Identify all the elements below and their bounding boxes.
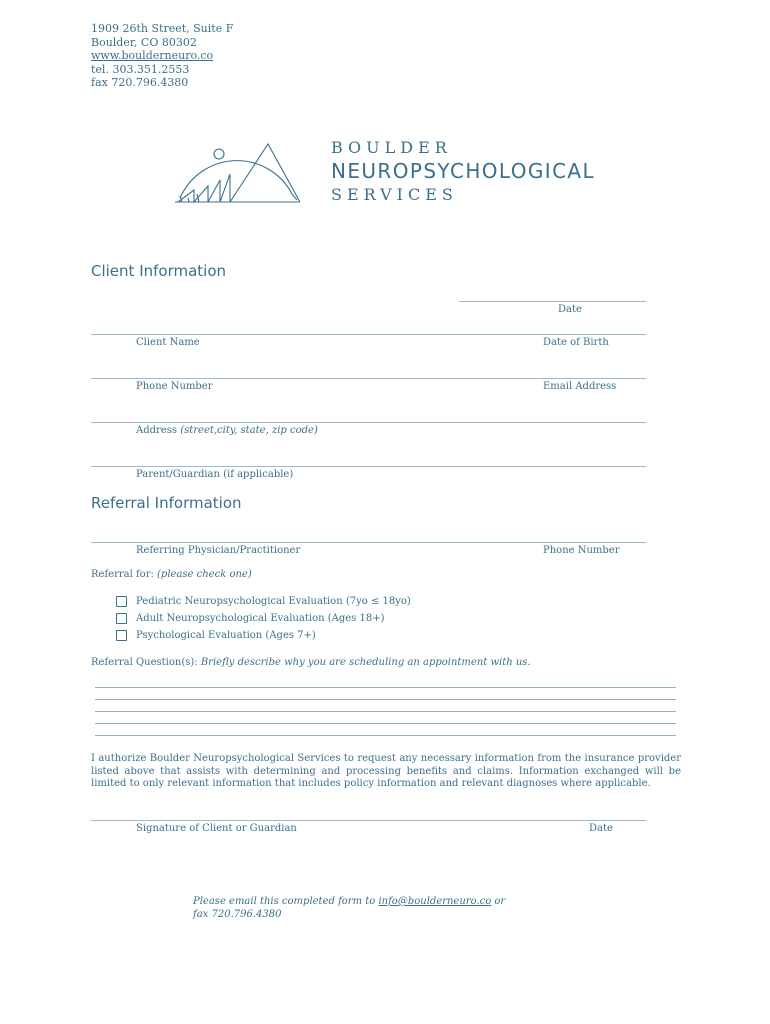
phone-line[interactable] — [91, 378, 646, 379]
signature-line[interactable] — [91, 820, 646, 821]
referral-for-hint: (please check one) — [157, 569, 252, 580]
address-label-text: Address — [136, 425, 177, 436]
contact-block — [91, 22, 233, 90]
brand-line-2: NEUROPSYCHOLOGICAL — [331, 159, 596, 183]
referral-for-text: Referral for: — [91, 569, 154, 580]
footer-note — [193, 895, 523, 921]
authorization-text: I authorize Boulder Neuropsychological Services to request any necessary information from the insurance provider listed above that assists with determining and processing benefits and claims. Information exchanged will be limited to only relevant information that includes policy information and relevant diagnoses where applicable. — [91, 753, 681, 789]
date-line[interactable] — [459, 301, 646, 302]
email-label: Email Address — [543, 381, 617, 392]
question-line-5[interactable] — [95, 735, 676, 736]
address-hint: (street,city, state, zip code) — [180, 425, 318, 436]
signature-date-label: Date — [589, 823, 613, 834]
question-line-3[interactable] — [95, 711, 676, 712]
guardian-label: Parent/Guardian (if applicable) — [136, 469, 294, 480]
question-line-1[interactable] — [95, 687, 676, 688]
question-line-4[interactable] — [95, 723, 676, 724]
website-link[interactable]: www.boulderneuro.co — [91, 49, 214, 63]
referral-question-label — [91, 657, 531, 668]
footer-text-after: or fax 720.796.4380 — [193, 896, 506, 920]
client-information-heading: Client Information — [91, 262, 227, 280]
contact-city: Boulder, CO 80302 — [91, 35, 197, 49]
address-line[interactable] — [91, 422, 646, 423]
contact-fax: fax 720.796.4380 — [91, 76, 189, 90]
contact-tel: tel. 303.351.2553 — [91, 62, 190, 76]
question-line-2[interactable] — [95, 699, 676, 700]
phone-label: Phone Number — [136, 381, 213, 392]
brand-line-1: BOULDER — [331, 138, 452, 157]
adult-checkbox[interactable] — [116, 613, 127, 624]
dob-label: Date of Birth — [543, 337, 609, 348]
signature-label: Signature of Client or Guardian — [136, 823, 297, 834]
pediatric-checkbox[interactable] — [116, 596, 127, 607]
mountain-sun-logo-icon — [172, 114, 304, 212]
brand-line-3: SERVICES — [331, 185, 458, 204]
footer-email-link[interactable]: info@boulderneuro.co — [378, 896, 492, 907]
client-name-label: Client Name — [136, 337, 200, 348]
referral-for-label — [91, 569, 252, 580]
client-name-line[interactable] — [91, 334, 646, 335]
psychological-option-label: Psychological Evaluation (Ages 7+) — [136, 630, 316, 641]
date-label: Date — [558, 304, 582, 315]
footer-text-before: Please email this completed form to — [193, 896, 379, 907]
referral-information-heading: Referral Information — [91, 494, 242, 512]
psychological-checkbox[interactable] — [116, 630, 127, 641]
referral-phone-label: Phone Number — [543, 545, 620, 556]
referral-question-text: Referral Question(s): — [91, 657, 198, 668]
contact-street: 1909 26th Street, Suite F — [91, 22, 234, 35]
pediatric-option-label: Pediatric Neuropsychological Evaluation (7yo ≤ 18yo) — [136, 596, 411, 607]
address-label — [136, 425, 318, 436]
adult-option-label: Adult Neuropsychological Evaluation (Ages 18+) — [136, 613, 385, 624]
guardian-line[interactable] — [91, 466, 646, 467]
referral-question-hint: Briefly describe why you are scheduling an appointment with us. — [200, 657, 531, 668]
physician-line[interactable] — [91, 542, 646, 543]
physician-label: Referring Physician/Practitioner — [136, 545, 301, 556]
brand-wordmark — [331, 138, 595, 204]
